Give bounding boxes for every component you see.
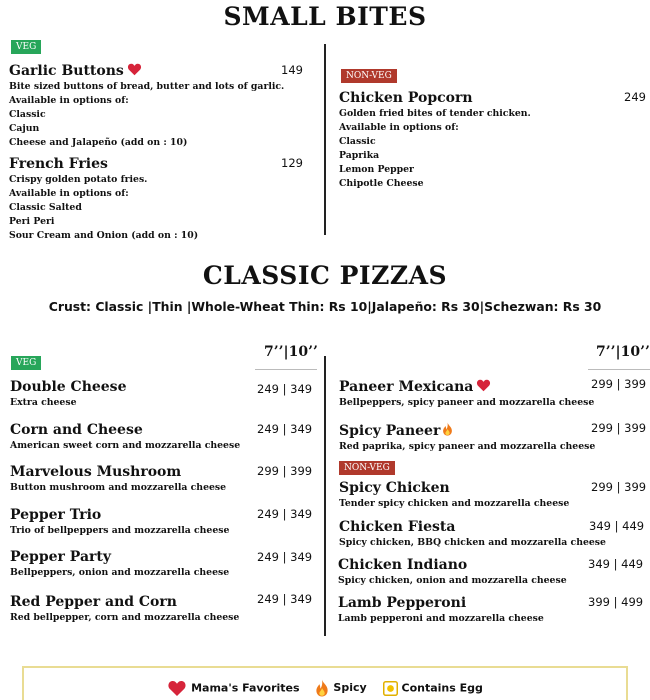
- item-desc: Peri Peri: [9, 216, 55, 227]
- item-desc: Red paprika, spicy paneer and mozzarella cheese: [339, 441, 596, 452]
- item-desc: Available in options of:: [9, 188, 129, 199]
- veg-tag: VEG: [11, 40, 41, 54]
- nonveg-tag: NON-VEG: [339, 461, 395, 475]
- legend-favorites: [167, 680, 299, 697]
- legend-label: Mama's Favorites: [191, 681, 300, 694]
- item-name: Spicy Paneer: [339, 422, 595, 440]
- nonveg-tag: NON-VEG: [341, 69, 397, 83]
- item-name: Pepper Trio: [10, 507, 102, 523]
- item-name: Corn and Cheese: [10, 422, 143, 438]
- item-price: 149: [281, 63, 303, 77]
- item-name: French Fries: [9, 156, 108, 172]
- item-name: Pepper Party: [10, 549, 111, 565]
- item-price: 249: [624, 90, 646, 104]
- veg-tag: VEG: [11, 356, 41, 370]
- item-desc: Paprika: [339, 150, 380, 161]
- item-desc: Lemon Pepper: [339, 164, 414, 175]
- item-desc: Classic: [339, 136, 376, 147]
- column-divider: [324, 356, 326, 636]
- heart-icon: [127, 63, 142, 76]
- menu-item-pepper-trio: [10, 506, 229, 538]
- item-name: Chicken Popcorn: [339, 90, 473, 106]
- item-price: 129: [281, 156, 303, 170]
- item-price: 349 | 449: [588, 557, 644, 571]
- menu-item-spicy-chicken: [339, 479, 569, 511]
- size-header-rule: [255, 369, 317, 370]
- item-desc: Button mushroom and mozzarella cheese: [10, 482, 227, 493]
- size-header-rule: [588, 369, 650, 370]
- item-desc: Chipotle Cheese: [339, 178, 424, 189]
- item-desc: American sweet corn and mozzarella cheese: [10, 440, 241, 451]
- item-desc: Bellpeppers, spicy paneer and mozzarella cheese: [339, 397, 595, 408]
- legend-label: Contains Egg: [401, 681, 483, 694]
- item-name: Red Pepper and Corn: [10, 594, 177, 610]
- item-desc: Classic Salted: [9, 202, 82, 213]
- item-desc: Bellpeppers, onion and mozzarella cheese: [10, 567, 230, 578]
- item-desc: Available in options of:: [339, 122, 459, 133]
- item-name: Double Cheese: [10, 379, 127, 395]
- menu-item-french-fries: [9, 155, 198, 243]
- legend-egg: [383, 681, 483, 696]
- item-price: 299 | 399: [591, 480, 647, 494]
- item-desc: Extra cheese: [10, 397, 77, 408]
- item-desc: Cheese and Jalapeño (add on : 10): [9, 137, 188, 148]
- item-name: Garlic Buttons: [9, 62, 284, 80]
- item-desc: Lamb pepperoni and mozzarella cheese: [338, 613, 544, 624]
- menu-item-pepper-party: [10, 548, 229, 580]
- item-desc: Trio of bellpeppers and mozzarella cheese: [10, 525, 230, 536]
- menu-item-double-cheese: [10, 378, 126, 410]
- item-name: Chicken Indiano: [338, 557, 468, 573]
- item-desc: Available in options of:: [9, 95, 129, 106]
- flame-icon: [442, 422, 453, 436]
- item-desc: Red bellpepper, corn and mozzarella cheese: [10, 612, 240, 623]
- item-desc: Cajun: [9, 123, 40, 134]
- item-name: Chicken Fiesta: [339, 519, 456, 535]
- item-price: 249 | 349: [257, 592, 313, 606]
- item-desc: Spicy chicken, onion and mozzarella cheese: [338, 575, 567, 586]
- item-price: 349 | 449: [589, 519, 645, 533]
- item-desc: Crispy golden potato fries.: [9, 174, 148, 185]
- small-bites-title: SMALL BITES: [223, 2, 427, 31]
- item-price: 299 | 399: [591, 377, 647, 391]
- menu-item-marvelous-mushroom: [10, 463, 226, 495]
- item-price: 249 | 349: [257, 422, 313, 436]
- menu-item-chicken-indiano: [338, 556, 567, 588]
- menu-item-red-pepper-and-corn: [10, 593, 239, 625]
- menu-item-lamb-pepperoni: [338, 594, 544, 626]
- menu-item-spicy-paneer: [339, 422, 595, 454]
- menu-item-corn-and-cheese: [10, 421, 240, 453]
- legend-label: Spicy: [333, 681, 367, 694]
- item-price: 249 | 349: [257, 382, 313, 396]
- item-price: 249 | 349: [257, 507, 313, 521]
- item-price: 399 | 499: [588, 595, 644, 609]
- item-price: 299 | 399: [257, 464, 313, 478]
- heart-icon: [167, 680, 187, 697]
- menu-item-paneer-mexicana: [339, 378, 594, 410]
- heart-icon: [476, 379, 491, 392]
- item-name: Lamb Pepperoni: [338, 595, 467, 611]
- item-desc: Sour Cream and Onion (add on : 10): [9, 230, 199, 241]
- crust-options: Crust: Classic |Thin |Whole-Wheat Thin: Rs 10|Jalapeño: Rs 30|Schezwan: Rs 30: [48, 299, 602, 314]
- menu-item-garlic-buttons: [9, 62, 284, 150]
- item-name: Paneer Mexicana: [339, 378, 594, 396]
- item-name: Spicy Chicken: [339, 480, 450, 496]
- item-desc: Spicy chicken, BBQ chicken and mozzarella cheese: [339, 537, 606, 548]
- classic-pizzas-title: CLASSIC PIZZAS: [202, 261, 448, 290]
- item-price: 299 | 399: [591, 421, 647, 435]
- item-price: 249 | 349: [257, 550, 313, 564]
- size-header: 7’’|10’’: [264, 344, 318, 360]
- item-name: Marvelous Mushroom: [10, 464, 182, 480]
- flame-icon: [315, 679, 329, 697]
- item-desc: Classic: [9, 109, 46, 120]
- menu-item-chicken-popcorn: [339, 89, 531, 191]
- menu-item-chicken-fiesta: [339, 518, 606, 550]
- egg-icon: [383, 681, 398, 696]
- item-desc: Golden fried bites of tender chicken.: [339, 108, 531, 119]
- legend-box: [22, 666, 628, 700]
- item-desc: Tender spicy chicken and mozzarella cheese: [339, 498, 570, 509]
- size-header: 7’’|10’’: [596, 344, 650, 360]
- legend-spicy: [315, 679, 366, 697]
- item-desc: Bite sized buttons of bread, butter and lots of garlic.: [9, 81, 285, 92]
- column-divider: [324, 44, 326, 235]
